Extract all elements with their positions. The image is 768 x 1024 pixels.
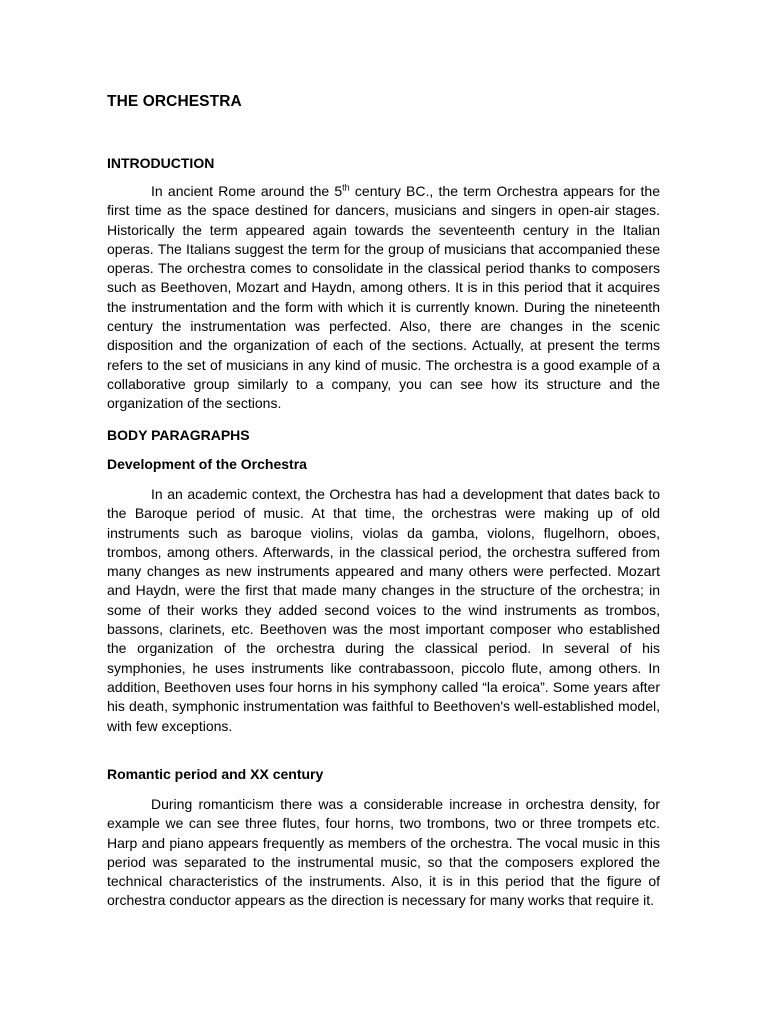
introduction-paragraph [107, 182, 660, 414]
ordinal-suffix: th [342, 182, 350, 193]
intro-text-start: In ancient Rome around the 5 [151, 183, 343, 199]
introduction-heading: INTRODUCTION [107, 155, 215, 171]
development-paragraph: In an academic context, the Orchestra has had a development that dates back to the Baroque period of music. At that time, the orchestras were making up of old instruments such as baroque violins, violas da gamba, violons, flugelhorn, oboes, trombos, among others. Afterwards, in the classical period, the orchestra suffered from many changes as new instruments appeared and many others were perfected. Mozart and Haydn, were the first that made many changes in the structure of the orchestra; in some of their works they added second voices to the wind instruments as trombos, bassons, clarinets, etc. Beethoven was the most important composer who established the organization of the orchestra during the classical period. In several of his symphonies, he uses instruments like contrabassoon, piccolo flute, among others. In addition, Beethoven uses four horns in his symphony called “la eroica”. Some years after his death, symphonic instrumentation was faithful to Beethoven's well-established model, with few exceptions. [107, 486, 660, 734]
romantic-period-paragraph: During romanticism there was a considerable increase in orchestra density, for example we can see three flutes, four horns, two trombons, two or three trompets etc. Harp and piano appears frequently as members of the orchestra. The vocal music in this period was separated to the instrumental music, so that the composers explored the technical characteristics of the instruments. Also, it is in this period that the figure of orchestra conductor appears as the direction is necessary for many works that require it. [107, 796, 660, 909]
development-heading: Development of the Orchestra [107, 456, 307, 472]
intro-text-rest: century BC., the term Orchestra appears for the first time as the space destined for dancers, musicians and singers in open-air stages. Historically the term appeared again towards the seventeenth century in the Italian operas. The Italians suggest the term for the group of musicians that accompanied these operas. The orchestra comes to consolidate in the classical period thanks to composers such as Beethoven, Mozart and Haydn, among others. It is in this period that it acquires the instrumentation and the form with which it is currently known. During the nineteenth century the instrumentation was perfected. Also, there are changes in the scenic disposition and the organization of each of the sections. Actually, at present the terms refers to the set of musicians in any kind of music. The orchestra is a good example of a collaborative group similarly to a company, you can see how its structure and the organization of the sections. [107, 183, 660, 412]
romantic-period-heading: Romantic period and XX century [107, 766, 324, 782]
document-title: THE ORCHESTRA [107, 93, 242, 110]
body-paragraphs-heading: BODY PARAGRAPHS [107, 427, 250, 443]
